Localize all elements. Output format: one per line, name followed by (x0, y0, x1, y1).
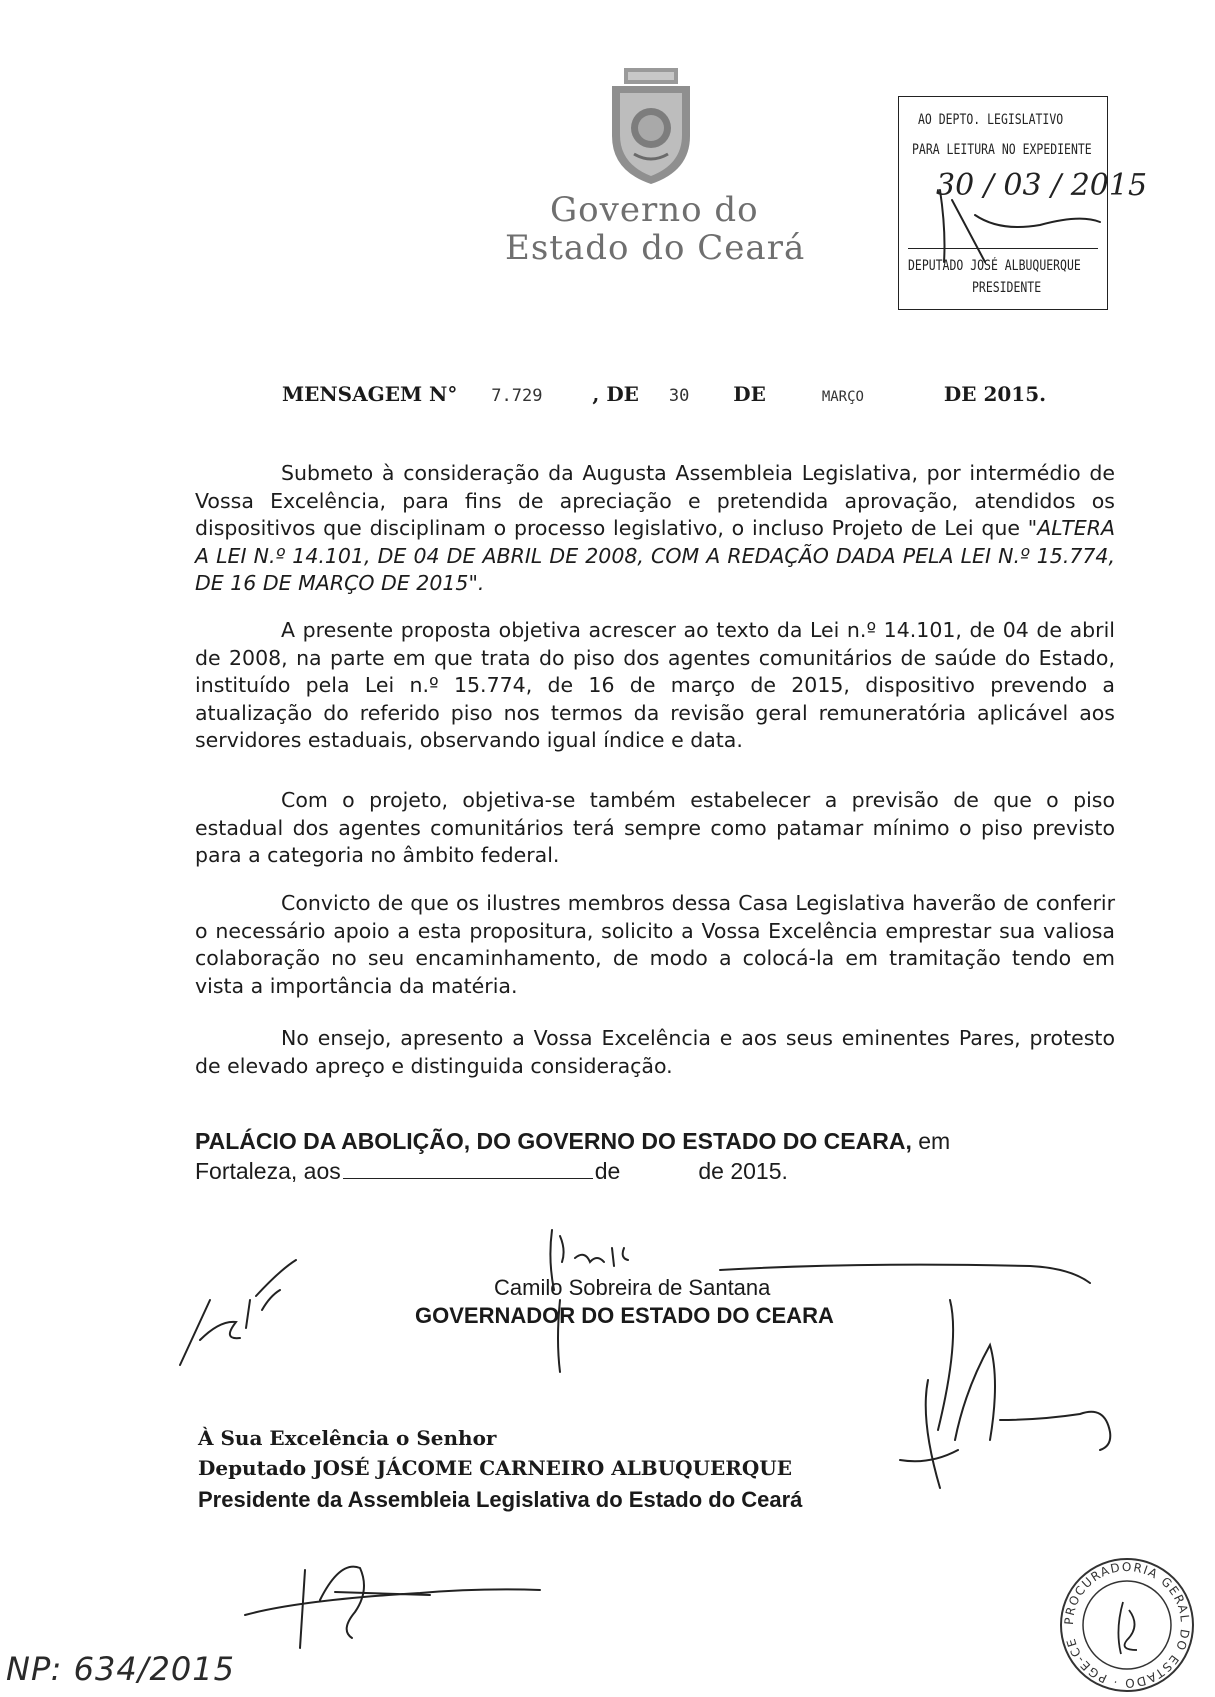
stamp-line-4: PRESIDENTE (972, 280, 1042, 296)
handwritten-protocol-note: NP: 634/2015 (6, 1650, 235, 1688)
letterhead-line-1: Governo do (550, 190, 759, 230)
governor-name: Camilo Sobreira de Santana (494, 1275, 771, 1300)
seal-text: PROCURADORIA GERAL DO ESTADO · PGE-CE (1061, 1559, 1193, 1691)
paragraph-2-text: A presente proposta objetiva acrescer ao texto da Lei n.º 14.101, de 04 de abril de 2008, na parte em que trata do piso dos agentes comunitários de saúde do Estado, instituído pela Lei n.º 15.774, de 16 de março de 2015, dispositivo prevendo a atualização do referido piso nos termos da revisão geral remuneratória aplicável aos servidores estaduais, observando igual índice e data. (195, 618, 1115, 752)
paragraph-5-text: No ensejo, apresento a Vossa Excelência e aos seus eminentes Pares, protesto de elevado apreço e distinguida consideração. (195, 1026, 1115, 1078)
paragraph-4-text: Convicto de que os ilustres membros dessa Casa Legislativa haverão de conferir o necessário apoio a esta propositura, solicito a Vossa Excelência emprestar sua valiosa colaboração no seu encaminhamento, de modo a colocá-la em tramitação tendo em vista a importância da matéria. (195, 891, 1115, 998)
date-blank (343, 1156, 593, 1179)
heading-label: MENSAGEM N° (282, 382, 458, 406)
paragraph-5 (195, 1025, 1115, 1080)
message-month: MARÇO (821, 389, 864, 405)
heading-year: DE 2015. (943, 382, 1047, 406)
date-prefix: Fortaleza, aos (195, 1158, 341, 1184)
message-heading (282, 382, 1046, 406)
paragraph-4 (195, 890, 1115, 1000)
stamp-signature-rule (908, 248, 1098, 249)
addressee-name: Deputado JOSÉ JÁCOME CARNEIRO ALBUQUERQUE (198, 1456, 792, 1480)
message-day: 30 (668, 386, 690, 406)
state-coat-of-arms (604, 66, 698, 188)
paragraph-3-text: Com o projeto, objetiva-se também estabelecer a previsão de que o piso estadual dos agentes comunitários terá sempre como patamar mínimo o piso previsto para a categoria no âmbito federal. (195, 788, 1115, 867)
left-initials (180, 1260, 296, 1365)
attorney-general-seal (1045, 1550, 1205, 1695)
right-signature (900, 1300, 1110, 1488)
date-line (195, 1156, 788, 1185)
palace-name: PALÁCIO DA ABOLIÇÃO, DO GOVERNO DO ESTADO DO CEARA, (195, 1128, 912, 1154)
paragraph-1 (195, 460, 1115, 598)
governor-signature-line (720, 1265, 1090, 1283)
addressee-title: Presidente da Assembleia Legislativa do Estado do Ceará (198, 1487, 803, 1512)
letterhead-line-2: Estado do Ceará (505, 228, 806, 268)
svg-text:PROCURADORIA GERAL DO ESTADO · (1062, 1560, 1192, 1690)
addressee-salutation: À Sua Excelência o Senhor (198, 1426, 497, 1450)
heading-de-2: DE (733, 382, 766, 406)
message-number: 7.729 (491, 386, 543, 406)
receipt-stamp (898, 96, 1108, 310)
date-de: de (594, 1158, 621, 1184)
stamp-handwritten-date: 30 / 03 / 2015 (936, 168, 1148, 203)
paragraph-2 (195, 617, 1115, 755)
palace-em: em (911, 1128, 951, 1154)
bottom-signature (245, 1567, 540, 1648)
place-line (195, 1126, 1115, 1156)
heading-de-1: , DE (592, 382, 639, 406)
stamp-line-2: PARA LEITURA NO EXPEDIENTE (912, 142, 1092, 158)
paragraph-3 (195, 787, 1115, 870)
bill-title: "ALTERA A LEI N.º 14.101, DE 04 DE ABRIL DE 2008, COM A REDAÇÃO DADA PELA LEI N.º 15.774, DE 16 DE MARÇO DE 2015". (195, 516, 1115, 595)
stamp-line-1: AO DEPTO. LEGISLATIVO (918, 112, 1064, 128)
paragraph-1-text: Submeto à consideração da Augusta Assembleia Legislativa, por intermédio de Vossa Excelência, para fins de apreciação e pretendida aprovação, atendidos os dispositivos que disciplinam o processo legislativo, o incluso Projeto de Lei que (195, 461, 1115, 540)
stamp-line-3: DEPUTADO JOSÉ ALBUQUERQUE (908, 258, 1081, 274)
date-year: de 2015. (698, 1158, 788, 1184)
governor-title: GOVERNADOR DO ESTADO DO CEARA (415, 1303, 834, 1328)
